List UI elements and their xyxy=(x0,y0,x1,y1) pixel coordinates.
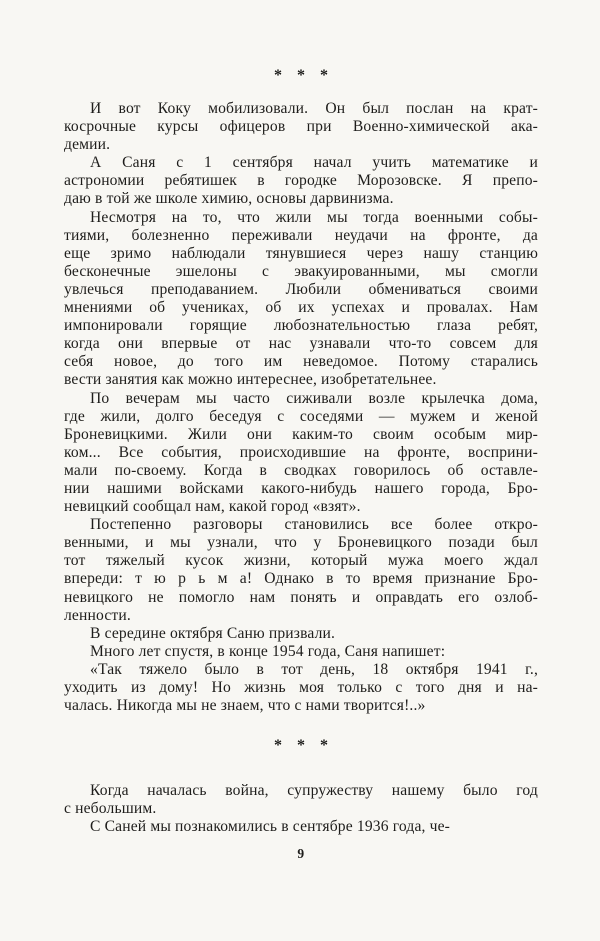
text-line: По вечерам мы часто сиживали возле крылечка дома, xyxy=(90,389,538,407)
text-line: тиями, болезненно переживали неудачи на фронте, да xyxy=(64,226,538,244)
section-separator: * * * xyxy=(274,67,328,84)
text-line: Броневицкими. Жили они каким-то своим особым мир- xyxy=(64,425,538,443)
paragraph xyxy=(64,625,538,643)
text-line: тот тяжелый кусок жизни, который мужа моего ждал xyxy=(64,552,538,570)
text-line: В середине октября Саню призвали. xyxy=(90,624,336,642)
text-line: бесконечные эшелоны с эвакуированными, мы смогли xyxy=(64,262,538,280)
text-line: невицкого не помогло нам понять и оправдать его озлоб- xyxy=(64,588,538,606)
text-line: С Саней мы познакомились в сентябре 1936 года, че- xyxy=(90,818,451,836)
paragraph xyxy=(64,643,538,661)
text-line: Много лет спустя, в конце 1954 года, Саня напишет: xyxy=(90,642,446,660)
text-line: Когда началась война, супружеству нашему было год xyxy=(90,782,538,800)
section-separator: * * * xyxy=(274,737,328,755)
text-line: еще зримо наблюдали тянувшиеся через нашу станцию xyxy=(64,244,538,262)
text-line: когда они впервые от нас узнавали что-то совсем для xyxy=(64,335,538,353)
paragraph xyxy=(64,154,538,208)
text-line: А Саня с 1 сентября начал учить математике и xyxy=(90,154,538,172)
text-line: мнениями об учениках, об их успехах и провалах. Нам xyxy=(64,299,538,317)
paragraph xyxy=(64,782,538,818)
text-line: уходить из дому! Но жизнь моя только с того дня и на- xyxy=(64,679,538,696)
text-line: «Так тяжело было в тот день, 18 октября 1941 г., xyxy=(90,660,538,678)
page-number: 9 xyxy=(297,846,305,862)
text-line: ком... Все события, происходившие на фронте, восприни- xyxy=(64,443,538,461)
paragraph xyxy=(64,100,538,154)
text-line: увлечься преподаванием. Любили обмениваться своими xyxy=(64,280,538,298)
text-block xyxy=(64,66,538,862)
text-line: импонировали горящие любознательностью глаза ребят, xyxy=(64,317,538,335)
text-line: ленности. xyxy=(64,606,131,624)
text-line: себя новое, до того им неведомое. Потому старались xyxy=(64,353,538,371)
text-line: мали по-своему. Когда в сводках говорилось об оставле- xyxy=(64,461,538,479)
text-line: демии. xyxy=(64,136,111,154)
text-line: косрочные курсы офицеров при Военно-химической ака- xyxy=(64,118,538,136)
paragraph xyxy=(64,209,538,390)
text-line: вести занятия как можно интереснее, изобретательнее. xyxy=(64,371,437,389)
text-line: впереди: т ю р ь м а! Однако в то время признание Бро- xyxy=(64,570,538,588)
paragraph xyxy=(64,516,538,625)
paragraph xyxy=(64,390,538,517)
text-line: венными, и мы узнали, что у Броневицкого позади был xyxy=(64,534,538,552)
text-line: даю в той же школе химию, основы дарвинизма. xyxy=(64,190,394,208)
text-line: нии нашими войсками какого-нибудь нашего города, Бро- xyxy=(64,479,538,497)
text-line: с небольшим. xyxy=(64,800,157,818)
text-line: И вот Коку мобилизовали. Он был послан на крат- xyxy=(90,100,538,117)
text-line: где жили, долго беседуя с соседями — мужем и женой xyxy=(64,407,538,425)
text-line: чалась. Никогда мы не знаем, что с нами творится!..» xyxy=(64,697,426,715)
text-line: Постепенно разговоры становились все более откро- xyxy=(90,516,538,534)
text-line: Несмотря на то, что жили мы тогда военными собы- xyxy=(90,208,538,226)
text-line: астрономии ребятишек в городке Морозовске. Я препо- xyxy=(64,172,538,190)
paragraph xyxy=(64,661,538,715)
paragraph xyxy=(64,818,538,836)
text-line: невицкий сообщал нам, какой город «взят». xyxy=(64,498,361,516)
